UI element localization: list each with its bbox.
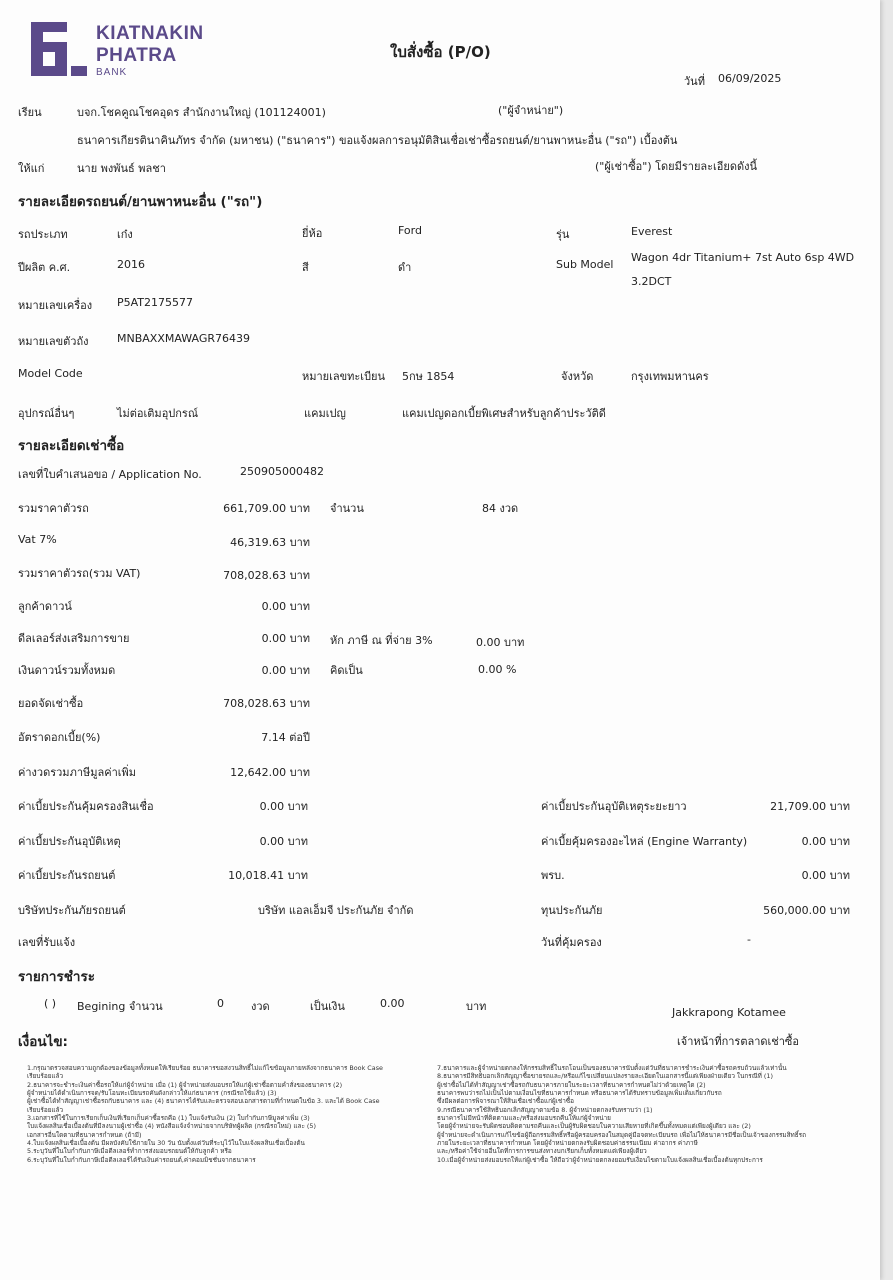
condition-line: และ/หรือค่าใช้จ่ายอื่นใดที่การการขนส่งทางบกเรียกเก็บทั้งหมดแต่เพียงผู้เดียว <box>437 1147 647 1156</box>
condition-line: 4.ใบแจ้งผลสินเชื่อเบื้องต้น มีผลบังคับใช้ภายใน 30 วัน นับตั้งแต่วันที่ระบุไว้ในใบแจ้งผลสินเชื่อเบื้องต้น <box>27 1138 305 1147</box>
condition-line: เรียบร้อยแล้ว <box>27 1105 64 1114</box>
condition-line: 5.ระบุวันที่ในใบกำกับภาษีเมื่อดีลเลอร์ทำการส่งมอบรถยนต์ให้กับลูกค้า หรือ <box>27 1147 232 1156</box>
vat-value: 46,319.63 บาท <box>230 536 310 549</box>
insurer-value: บริษัท แอลเอ็มจี ประกันภัย จำกัด <box>258 904 414 917</box>
plate-label: หมายเลขทะเบียน <box>302 370 386 383</box>
engine-value: P5AT2175577 <box>117 296 194 309</box>
down-label: ลูกค้าดาวน์ <box>18 600 72 613</box>
condition-line: 7.ธนาคารและผู้จำหน่ายตกลงให้กรรมสิทธิ์ในรถโอนเป็นของธนาคารนับตั้งแต่วันที่ธนาคารชำระเงินค่าซื้อรถครบถ้วนแล้วเท่านั้น <box>437 1064 787 1072</box>
intro-text: ธนาคารเกียรตินาคินภัทร จำกัด (มหาชน) ("ธนาคาร") ขอแจ้งผลการอนุมัติสินเชื่อเช่าซื้อรถยนต์/ยานพาหนะอื่น ("รถ") เบื้องต้น <box>77 134 678 147</box>
condition-line: ใบแจ้งผลสินเชื่อเบื้องต้นที่มีลงนามผู้เช่าซื้อ (4) หนังสือแจ้งจำหน่ายจากบริษัทผู้ผลิต (กรณีรถใหม่) และ (5) <box>27 1122 316 1131</box>
to-label: เรียน <box>18 106 42 119</box>
type-value: เก๋ง <box>117 228 133 241</box>
type-label: รถประเภท <box>18 228 68 241</box>
condition-line: เรียบร้อยแล้ว <box>27 1072 64 1081</box>
conditions-right <box>437 1064 862 1164</box>
wht-value: 0.00 บาท <box>476 636 525 649</box>
date-label: วันที่ <box>684 75 705 88</box>
installment-value: 12,642.00 บาท <box>230 766 310 779</box>
credit-ins-label: ค่าเบี้ยประกันคุ้มครองสินเชื่อ <box>18 800 154 813</box>
chassis-value: MNBAXXMAWAGR76439 <box>117 332 251 345</box>
province-label: จังหวัด <box>561 370 594 383</box>
condition-line: 2.ธนาคารจะชำระเงินค่าซื้อรถให้แก่ผู้จำหน่าย เมื่อ (1) ผู้จำหน่ายส่งมอบรถให้แก่ผู้เช่าซื้อตามคำสั่งของธนาคาร (2) <box>27 1080 343 1089</box>
conditions-left <box>27 1064 437 1164</box>
prb-label: พรบ. <box>541 869 565 882</box>
longterm-ins-value: 21,709.00 บาท <box>770 800 850 813</box>
rate-label: อัตราดอกเบี้ย(%) <box>18 731 101 744</box>
date-value: 06/09/2025 <box>718 72 782 85</box>
price-vat-label: รวมราคาตัวรถ(รวม VAT) <box>18 567 141 580</box>
coverage-label: วันที่คุ้มครอง <box>541 936 602 949</box>
installment-label: ค่างวดรวมภาษีมูลค่าเพิ่ม <box>18 766 137 779</box>
accessory-value: ไม่ต่อเติมอุปกรณ์ <box>117 407 199 420</box>
plate-value: 5กษ 1854 <box>402 370 455 383</box>
color-label: สี <box>302 261 309 274</box>
brand-name-line3: BANK <box>96 67 128 78</box>
credit-ins-value: 0.00 บาท <box>259 800 308 813</box>
condition-line: ธนาคารพบว่ารถไม่เป็นไปตามเงื่อนไขที่ธนาคารกำหนด หรือธนาคารได้รับทราบข้อมูลเพิ่มเติมเกี่ยวกับรถ <box>437 1088 722 1097</box>
amount-label: เป็นเงิน <box>310 1000 345 1013</box>
condition-line: 8.ธนาคารมีสิทธิบอกเลิกสัญญาซื้อขายรถและ/หรือแก้ไขเปลี่ยนแปลงรายละเอียดในเอกสารนี้แต่เพียงฝ่ายเดียว ในกรณีที่ (1) <box>437 1072 773 1081</box>
finance-value: 708,028.63 บาท <box>223 697 310 710</box>
condition-line: 10.เมื่อผู้จำหน่ายส่งมอบรถให้แก่ผู้เช่าซื้อ ให้ถือว่าผู้จำหน่ายตกลงยอมรับเงื่อนไขตามใบแจ้งผลสินเชื่อเบื้องต้นทุกประการ <box>437 1155 763 1164</box>
currency-label: บาท <box>466 1000 487 1013</box>
price-vat-value: 708,028.63 บาท <box>223 569 310 582</box>
officer-title: เจ้าหน้าที่การตลาดเช่าซื้อ <box>677 1035 800 1048</box>
condition-line: 3.เอกสารที่ใช้ในการเรียกเก็บเงินที่เรียกเก็บค่าซื้อรถคือ (1) ใบแจ้งรับเงิน (2) ใบกำกับภาษีมูลค่าเพิ่ม (3) <box>27 1113 310 1122</box>
begin-unit: งวด <box>251 1000 270 1013</box>
campaign-label: แคมเปญ <box>304 407 346 420</box>
engine-warranty-label: ค่าเบี้ยคุ้มครองอะไหล่ (Engine Warranty) <box>541 835 748 848</box>
brand-name-line1: KIATNAKIN <box>96 23 204 44</box>
give-value: นาย พงพันธ์ พลชา <box>77 162 166 175</box>
submodel-value-line2: 3.2DCT <box>631 275 672 288</box>
to-value: บจก.โชคคูณโชคอุดร สำนักงานใหญ่ (101124001) <box>77 106 326 119</box>
condition-line: เอกสารอื่นใดตามที่ธนาคารกำหนด (ถ้ามี) <box>27 1130 142 1139</box>
car-ins-value: 10,018.41 บาท <box>228 869 308 882</box>
percent-label: คิดเป็น <box>330 664 363 677</box>
condition-line: ธนาคารไม่มีหน้าที่ติดตามและ/หรือส่งมอบรถคืนให้แก่ผู้จำหน่าย <box>437 1113 611 1122</box>
app-label: เลขที่ใบคำเสนอขอ / Application No. <box>18 468 202 481</box>
insurer-label: บริษัทประกันภัยรถยนต์ <box>18 904 126 917</box>
prb-value: 0.00 บาท <box>801 869 850 882</box>
amount-value: 0.00 <box>380 997 405 1010</box>
accident-ins-value: 0.00 บาท <box>259 835 308 848</box>
brand-name-line2: PHATRA <box>96 45 177 66</box>
accessory-label: อุปกรณ์อื่นๆ <box>18 407 75 420</box>
year-value: 2016 <box>117 258 145 271</box>
conditions-heading: เงื่อนไข: <box>18 1034 68 1050</box>
accident-ins-label: ค่าเบี้ยประกันอุบัติเหตุ <box>18 835 121 848</box>
price-value: 661,709.00 บาท <box>223 502 310 515</box>
payment-checkbox: ( ) <box>44 997 57 1010</box>
model-label: รุ่น <box>556 228 570 241</box>
condition-line: ภายในระยะเวลาที่ธนาคารกำหนด โดยผู้จำหน่ายตกลงรับผิดชอบค่าธรรมเนียม ค่าอากร ค่าภาษี <box>437 1138 698 1147</box>
brand-value: Ford <box>398 224 422 237</box>
condition-line: 1.กรุณาตรวจสอบความถูกต้องของข้อมูลทั้งหมดให้เรียบร้อย ธนาคารขอสงวนสิทธิ์ไม่แก้ไขข้อมูลภายหลังจากธนาคาร Book Case <box>27 1064 383 1072</box>
sum-insured-value: 560,000.00 บาท <box>763 904 850 917</box>
total-down-value: 0.00 บาท <box>261 664 310 677</box>
begin-label: Begining จำนวน <box>77 1000 163 1013</box>
kkp-logo-icon <box>27 20 89 78</box>
count-value: 84 งวด <box>482 502 519 515</box>
dealer-tag: ("ผู้จำหน่าย") <box>498 104 564 117</box>
coverage-value: - <box>747 933 751 946</box>
give-label: ให้แก่ <box>18 162 45 175</box>
condition-line: ผู้เช่าซื้อไม่ได้ทำสัญญาเช่าซื้อรถกับธนาคารภายในระยะเวลาที่ธนาคารกำหนดไม่ว่าด้วยเหตุใด (2) <box>437 1080 706 1089</box>
document-title: ใบสั่งซื้อ (P/O) <box>390 43 491 61</box>
condition-line: ผู้จำหน่ายได้ดำเนินการจด/รับโอนทะเบียนรถคันดังกล่าวให้แก่ธนาคาร (กรณีรถใช้แล้ว) (3) <box>27 1088 277 1097</box>
wht-label: หัก ภาษี ณ ที่จ่าย 3% <box>330 634 433 647</box>
rate-value: 7.14 ต่อปี <box>261 731 310 744</box>
campaign-value: แคมเปญดอกเบี้ยพิเศษสำหรับลูกค้าประวัติดี <box>402 407 606 420</box>
car-ins-label: ค่าเบี้ยประกันรถยนต์ <box>18 869 116 882</box>
submodel-value: Wagon 4dr Titanium+ 7st Auto 6sp 4WD <box>631 251 855 264</box>
condition-line: 6.ระบุวันที่ในใบกำกับภาษีเมื่อดีลเลอร์ได้รับเงินค่ารถยนต์,ค่าคอมมิชชั่นจากธนาคาร <box>27 1155 256 1164</box>
condition-line: ผู้เช่าซื้อได้ทำสัญญาเช่าซื้อรถกับธนาคาร และ (4) ธนาคารได้รับและตรวจสอบเอกสารตามที่กำหนดในข้อ 3. และได้ Book Case <box>27 1097 380 1106</box>
notify-label: เลขที่รับแจ้ง <box>18 936 76 949</box>
app-value: 250905000482 <box>240 465 324 478</box>
total-down-label: เงินดาวน์รวมทั้งหมด <box>18 664 116 677</box>
engine-label: หมายเลขเครื่อง <box>18 299 93 312</box>
sum-insured-label: ทุนประกันภัย <box>541 904 603 917</box>
hirer-tag: ("ผู้เช่าซื้อ") โดยมีรายละเอียดดังนี้ <box>595 160 758 173</box>
lease-heading: รายละเอียดเช่าซื้อ <box>18 438 125 454</box>
price-label: รวมราคาตัวรถ <box>18 502 89 515</box>
color-value: ดำ <box>398 261 412 274</box>
down-value: 0.00 บาท <box>261 600 310 613</box>
percent-value: 0.00 % <box>478 663 517 676</box>
dealer-promo-value: 0.00 บาท <box>261 632 310 645</box>
officer-name: Jakkrapong Kotamee <box>672 1006 786 1019</box>
condition-line: 9.กรณีธนาคารใช้สิทธิบอกเลิกสัญญาตามข้อ 8. ผู้จำหน่ายตกลงรับทราบว่า (1) <box>437 1105 653 1114</box>
submodel-label: Sub Model <box>556 258 614 271</box>
brand-label: ยี่ห้อ <box>302 227 323 240</box>
model-value: Everest <box>631 225 673 238</box>
chassis-label: หมายเลขตัวถัง <box>18 335 89 348</box>
province-value: กรุงเทพมหานคร <box>631 370 709 383</box>
engine-warranty-value: 0.00 บาท <box>801 835 850 848</box>
longterm-ins-label: ค่าเบี้ยประกันอุบัติเหตุระยะยาว <box>541 800 687 813</box>
payment-heading: รายการชำระ <box>18 969 95 985</box>
condition-line: โดยผู้จำหน่ายจะรับผิดชอบติดตามรถคืนและเป็นผู้รับผิดชอบในความเสียหายที่เกิดขึ้นทั้งหมดแต่เพียงผู้เดียว และ (2) <box>437 1122 751 1131</box>
dealer-promo-label: ดีลเลอร์ส่งเสริมการขาย <box>18 632 130 645</box>
begin-count: 0 <box>217 997 224 1010</box>
finance-label: ยอดจัดเช่าซื้อ <box>18 697 84 710</box>
modelcode-label: Model Code <box>18 367 83 380</box>
condition-line: ผู้จำหน่ายจะดำเนินการแก้ไขข้อผู้ถือกรรมสิทธิ์หรือผู้ครอบครองในสมุดคู่มือจดทะเบียนรถ เพื่อไม่ให้ธนาคารมีชื่อเป็นเจ้าของกรรมสิทธิ์รถ <box>437 1130 806 1139</box>
condition-line: ซึ่งมีผลต่อการพิจารณาให้สินเชื่อเช่าซื้อแก่ผู้เช่าซื้อ <box>437 1097 574 1106</box>
year-label: ปีผลิต ค.ศ. <box>18 261 71 274</box>
count-label: จำนวน <box>330 502 364 515</box>
vehicle-heading: รายละเอียดรถยนต์/ยานพาหนะอื่น ("รถ") <box>18 194 263 210</box>
vat-label: Vat 7% <box>18 533 57 546</box>
